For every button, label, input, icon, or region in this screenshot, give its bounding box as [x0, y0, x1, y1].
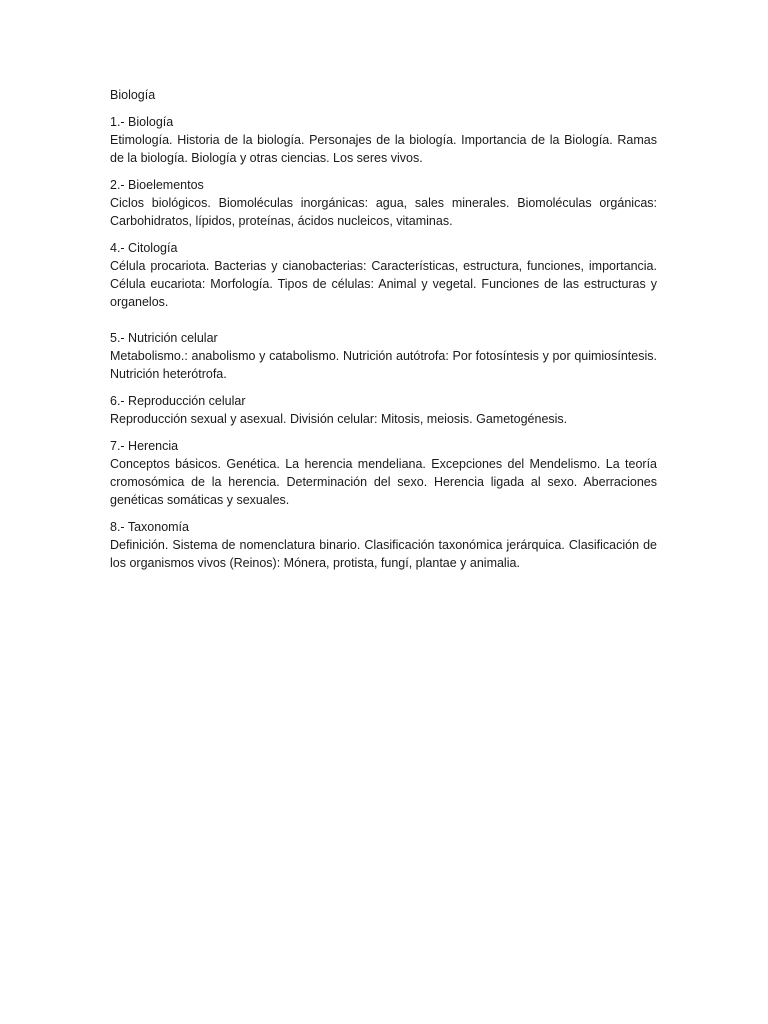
document-page: [110, 86, 657, 581]
section-heading: 1.- Biología: [110, 115, 174, 129]
section-heading: 2.- Bioelementos: [110, 178, 204, 192]
section-reproduccion-celular: [110, 392, 657, 428]
section-biologia: [110, 113, 657, 167]
section-citologia: [110, 239, 657, 311]
section-heading: 6.- Reproducción celular: [110, 394, 246, 408]
section-heading: 5.- Nutrición celular: [110, 331, 218, 345]
section-bioelementos: [110, 176, 657, 230]
section-nutricion-celular: [110, 329, 657, 383]
section-heading: 8.- Taxonomía: [110, 520, 189, 534]
section-body: Reproducción sexual y asexual. División celular: Mitosis, meiosis. Gametogénesis.: [110, 412, 568, 426]
section-heading: 4.- Citología: [110, 241, 178, 255]
section-body: Metabolismo.: anabolismo y catabolismo. Nutrición autótrofa: Por fotosíntesis y por quimiosíntesis. Nutrición heterótrofa.: [110, 349, 657, 381]
section-body: Célula procariota. Bacterias y cianobacterias: Características, estructura, funciones, importancia. Célula eucariota: Morfología. Tipos de células: Animal y vegetal. Funciones de las estructuras y organelos.: [110, 259, 657, 309]
section-body: Definición. Sistema de nomenclatura binario. Clasificación taxonómica jerárquica. Clasificación de los organismos vivos (Reinos): Mónera, protista, fungí, plantae y animalia.: [110, 538, 657, 570]
section-body: Ciclos biológicos. Biomoléculas inorgánicas: agua, sales minerales. Biomoléculas orgánicas: Carbohidratos, lípidos, proteínas, ácidos nucleicos, vitaminas.: [110, 196, 657, 228]
section-herencia: [110, 437, 657, 509]
section-body: Conceptos básicos. Genética. La herencia mendeliana. Excepciones del Mendelismo. La teoría cromosómica de la herencia. Determinación del sexo. Herencia ligada al sexo. Aberraciones genéticas somáticas y sexuales.: [110, 457, 657, 507]
section-body: Etimología. Historia de la biología. Personajes de la biología. Importancia de la Biología. Ramas de la biología. Biología y otras ciencias. Los seres vivos.: [110, 133, 657, 165]
section-taxonomia: [110, 518, 657, 572]
document-title: Biología: [110, 88, 156, 102]
section-heading: 7.- Herencia: [110, 439, 179, 453]
